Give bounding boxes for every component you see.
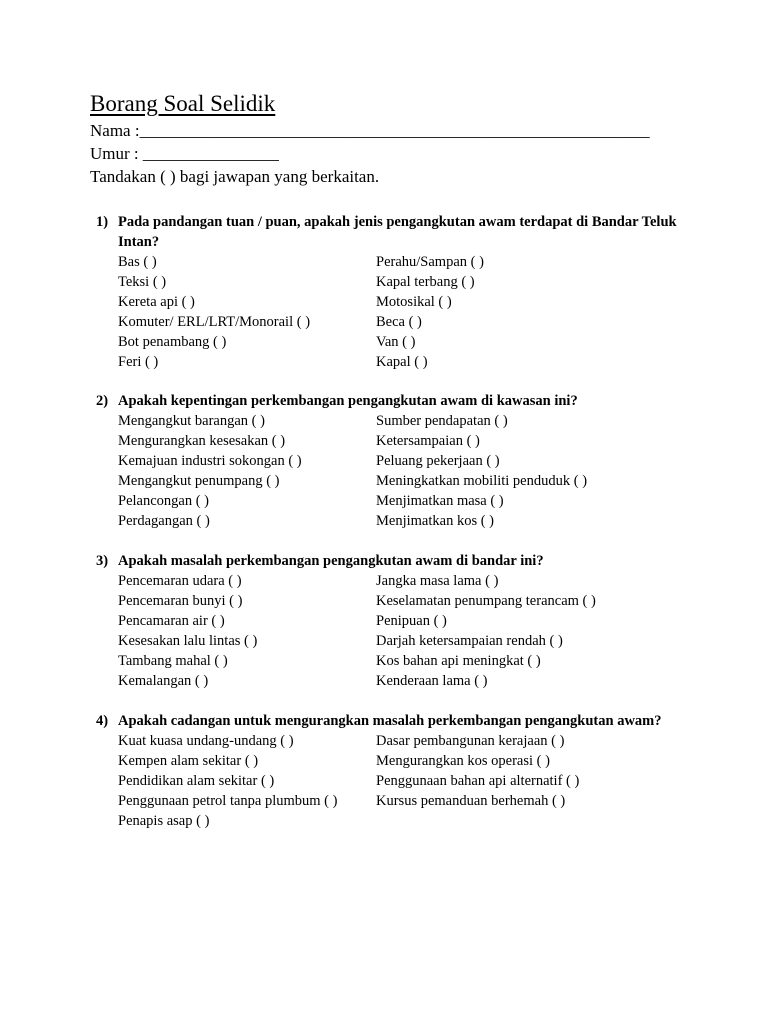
option-right: Motosikal ( ) — [376, 294, 452, 310]
option-right: Ketersampaian ( ) — [376, 433, 480, 449]
option-left: Kesesakan lalu lintas ( ) — [118, 633, 258, 649]
question-number: 2) — [96, 393, 109, 409]
option-left: Penapis asap ( ) — [118, 813, 210, 829]
question-text: Apakah kepentingan perkembangan pengangkutan awam di kawasan ini? — [118, 393, 578, 409]
option-left: Penggunaan petrol tanpa plumbum ( ) — [118, 793, 338, 809]
option-row — [118, 591, 696, 611]
option-left: Kemalangan ( ) — [118, 673, 209, 689]
option-right: Kapal terbang ( ) — [376, 274, 475, 290]
question-number: 3) — [96, 553, 109, 569]
option-right: Mengurangkan kos operasi ( ) — [376, 753, 550, 769]
option-left: Kuat kuasa undang-undang ( ) — [118, 733, 294, 749]
option-right: Kapal ( ) — [376, 354, 428, 370]
option-row — [118, 511, 696, 531]
option-row — [118, 631, 696, 651]
question-2 — [96, 391, 696, 531]
option-right: Perahu/Sampan ( ) — [376, 254, 484, 270]
option-left: Kereta api ( ) — [118, 294, 195, 310]
option-left: Kempen alam sekitar ( ) — [118, 753, 259, 769]
option-right: Kos bahan api meningkat ( ) — [376, 653, 541, 669]
question-1 — [96, 212, 696, 372]
option-left: Komuter/ ERL/LRT/Monorail ( ) — [118, 314, 311, 330]
option-row — [118, 571, 696, 591]
option-row — [118, 431, 696, 451]
option-right: Dasar pembangunan kerajaan ( ) — [376, 733, 565, 749]
option-row — [118, 771, 696, 791]
option-row — [118, 651, 696, 671]
option-right: Beca ( ) — [376, 314, 422, 330]
option-left: Feri ( ) — [118, 354, 159, 370]
option-right: Penipuan ( ) — [376, 613, 447, 629]
question-3 — [96, 551, 696, 691]
option-right: Darjah ketersampaian rendah ( ) — [376, 633, 563, 649]
option-row — [118, 671, 696, 691]
option-row — [118, 491, 696, 511]
option-left: Mengangkut barangan ( ) — [118, 413, 265, 429]
option-right: Peluang pekerjaan ( ) — [376, 453, 500, 469]
option-right: Kursus pemanduan berhemah ( ) — [376, 793, 566, 809]
option-row — [118, 272, 696, 292]
option-right: Sumber pendapatan ( ) — [376, 413, 508, 429]
instruction-text: Tandakan ( ) bagi jawapan yang berkaitan. — [90, 167, 380, 186]
option-left: Pencemaran udara ( ) — [118, 573, 242, 589]
umur-field: Umur : ________________ — [90, 144, 279, 163]
option-right: Meningkatkan mobiliti penduduk ( ) — [376, 473, 588, 489]
option-row — [118, 352, 696, 372]
option-row — [118, 252, 696, 272]
option-right: Menjimatkan masa ( ) — [376, 493, 504, 509]
option-left: Bot penambang ( ) — [118, 334, 227, 350]
option-row — [118, 791, 696, 811]
option-row — [118, 411, 696, 431]
option-right: Kenderaan lama ( ) — [376, 673, 488, 689]
option-right: Jangka masa lama ( ) — [376, 573, 499, 589]
option-row — [118, 332, 696, 352]
question-number: 4) — [96, 713, 109, 729]
option-left: Kemajuan industri sokongan ( ) — [118, 453, 302, 469]
option-left: Mengurangkan kesesakan ( ) — [118, 433, 286, 449]
option-right: Keselamatan penumpang terancam ( ) — [376, 593, 596, 609]
options-list — [118, 252, 696, 372]
form-title: Borang Soal Selidik — [90, 91, 276, 116]
question-4 — [96, 711, 696, 831]
option-row — [118, 611, 696, 631]
question-heading — [96, 391, 696, 411]
question-number: 1) — [96, 214, 109, 230]
question-heading — [96, 551, 696, 571]
option-row — [118, 312, 696, 332]
option-row — [118, 471, 696, 491]
option-left: Perdagangan ( ) — [118, 513, 210, 529]
options-list — [118, 571, 696, 691]
option-left: Bas ( ) — [118, 254, 157, 270]
nama-field: Nama :____________________________________________________________ — [90, 121, 650, 140]
option-right: Van ( ) — [376, 334, 416, 350]
option-row — [118, 811, 696, 831]
option-left: Pencamaran air ( ) — [118, 613, 225, 629]
option-left: Mengangkut penumpang ( ) — [118, 473, 280, 489]
question-text: Pada pandangan tuan / puan, apakah jenis pengangkutan awam terdapat di Bandar Teluk Intan? — [118, 214, 677, 250]
option-left: Pelancongan ( ) — [118, 493, 209, 509]
option-row — [118, 292, 696, 312]
question-text: Apakah masalah perkembangan pengangkutan awam di bandar ini? — [118, 553, 544, 569]
option-row — [118, 751, 696, 771]
option-row — [118, 731, 696, 751]
options-list — [118, 731, 696, 831]
option-left: Pencemaran bunyi ( ) — [118, 593, 243, 609]
option-left: Tambang mahal ( ) — [118, 653, 228, 669]
option-left: Pendidikan alam sekitar ( ) — [118, 773, 275, 789]
option-right: Penggunaan bahan api alternatif ( ) — [376, 773, 580, 789]
option-left: Teksi ( ) — [118, 274, 167, 290]
question-text: Apakah cadangan untuk mengurangkan masalah perkembangan pengangkutan awam? — [118, 713, 662, 729]
option-right: Menjimatkan kos ( ) — [376, 513, 494, 529]
option-row — [118, 451, 696, 471]
question-heading — [96, 711, 696, 731]
options-list — [118, 411, 696, 531]
question-heading — [96, 212, 696, 252]
